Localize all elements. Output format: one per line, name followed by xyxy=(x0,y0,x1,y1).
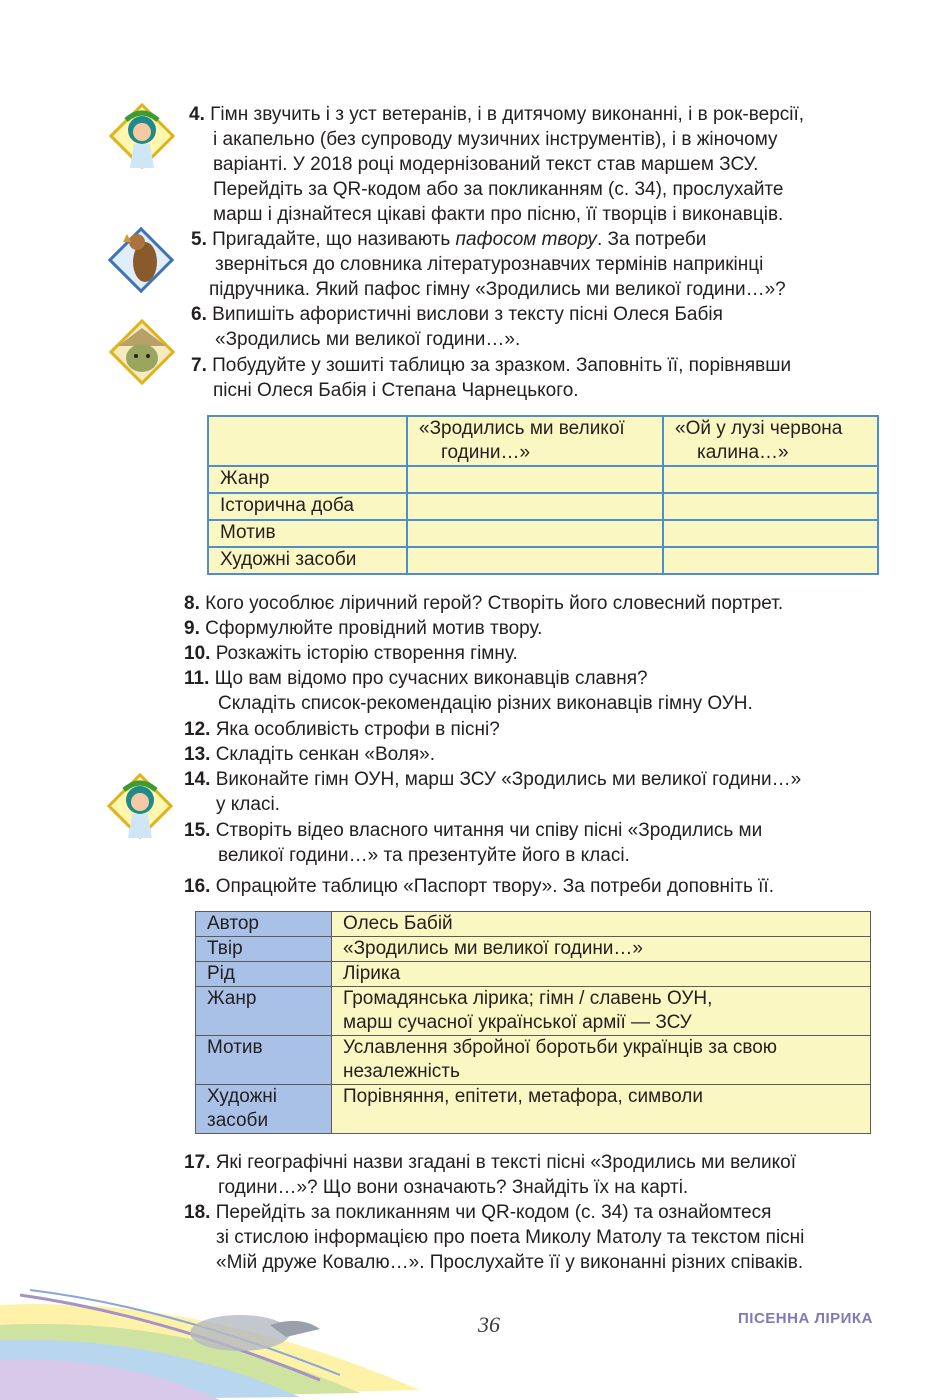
question-8: 8. Кого уособлює ліричний герой? Створіть його словесний портрет. xyxy=(184,593,784,614)
girl-wreath-icon xyxy=(106,100,178,176)
table-row-label: Історична доба xyxy=(208,493,407,520)
question-9: 9. Сформулюйте провідний мотив твору. xyxy=(184,618,543,639)
section-title: ПІСЕННА ЛІРИКА xyxy=(738,1310,873,1327)
question-6: 6. Випишіть афористичні вислови з тексту пісні Олеся Бабія «Зродились ми великої години…». xyxy=(191,304,723,350)
table-row: Жанр Громадянська лірика; гімн / славень ОУН, марш сучасної української армії — ЗСУ xyxy=(196,987,871,1036)
question-10: 10. Розкажіть історію створення гімну. xyxy=(184,643,518,664)
table-row-label: Жанр xyxy=(208,466,407,493)
table-row-label: Художні засоби xyxy=(208,547,407,574)
hedgehog-hat-icon xyxy=(106,316,178,388)
work-passport-table xyxy=(195,911,871,1134)
table-row: Мотив Уславлення збройної боротьби українців за свою незалежність xyxy=(196,1036,871,1085)
table-row: Художні засоби Порівняння, епітети, метафора, символи xyxy=(196,1085,871,1134)
question-12: 12. Яка особливість строфи в пісні? xyxy=(184,719,500,740)
question-13: 13. Складіть сенкан «Воля». xyxy=(184,744,436,765)
bird-feather-decoration xyxy=(0,1285,420,1400)
table-row: Автор Олесь Бабій xyxy=(196,912,871,937)
girl-wreath-icon xyxy=(104,770,176,846)
owl-icon xyxy=(105,224,177,296)
table-row: Твір «Зродились ми великої години…» xyxy=(196,937,871,962)
table-row: Рід Лірика xyxy=(196,962,871,987)
question-14: 14. Виконайте гімн ОУН, марш ЗСУ «Зродились ми великої години…» у класі. xyxy=(184,769,802,815)
table-row-label: Мотив xyxy=(208,520,407,547)
question-11: 11. Що вам відомо про сучасних виконавців славня? Складіть список-рекомендацію різних виконавців гімну ОУН. xyxy=(184,668,753,714)
question-15: 15. Створіть відео власного читання чи співу пісні «Зродились ми великої години…» та презентуйте його в класі. xyxy=(184,820,763,866)
question-5: 5. Пригадайте, що називають пафосом твору. За потреби зверніться до словника літературознавчих термінів наприкінці підручника. Який пафос гімну «Зродились ми великої години…»? xyxy=(191,229,786,300)
question-7: 7. Побудуйте у зошиті таблицю за зразком. Заповніть її, порівнявши пісні Олеся Бабія і Степана Чарнецького. xyxy=(191,355,792,401)
question-4: 4. Гімн звучить і з уст ветеранів, і в дитячому виконанні, і в рок-версії, і акапельно (без супроводу музичних інструментів), і в жіночому варіанті. У 2018 році модернізований текст став маршем ЗСУ. Перейдіть за QR-кодом або за покликанням (с. 34), прослухайте марш і дізнайтеся цікаві факти про пісню, її творців і виконавців. xyxy=(189,104,805,225)
question-17: 17. Які географічні назви згадані в тексті пісні «Зродились ми великої години…»? Що вони означають? Знайдіть їх на карті. xyxy=(184,1152,797,1198)
question-16: 16. Опрацюйте таблицю «Паспорт твору». За потреби доповніть її. xyxy=(184,876,774,897)
comparison-table: «Зродились ми великої години…» «Ой у лузі червона калина…» Жанр Історична доба Мотив Художні засоби xyxy=(207,415,879,575)
page-number: 36 xyxy=(478,1312,500,1337)
question-18: 18. Перейдіть за покликанням чи QR-кодом (с. 34) та ознайомтеся зі стислою інформацією про поета Миколу Матолу та текстом пісні «Мій друже Ковалю…». Прослухайте її у виконанні різних співаків. xyxy=(184,1202,805,1273)
